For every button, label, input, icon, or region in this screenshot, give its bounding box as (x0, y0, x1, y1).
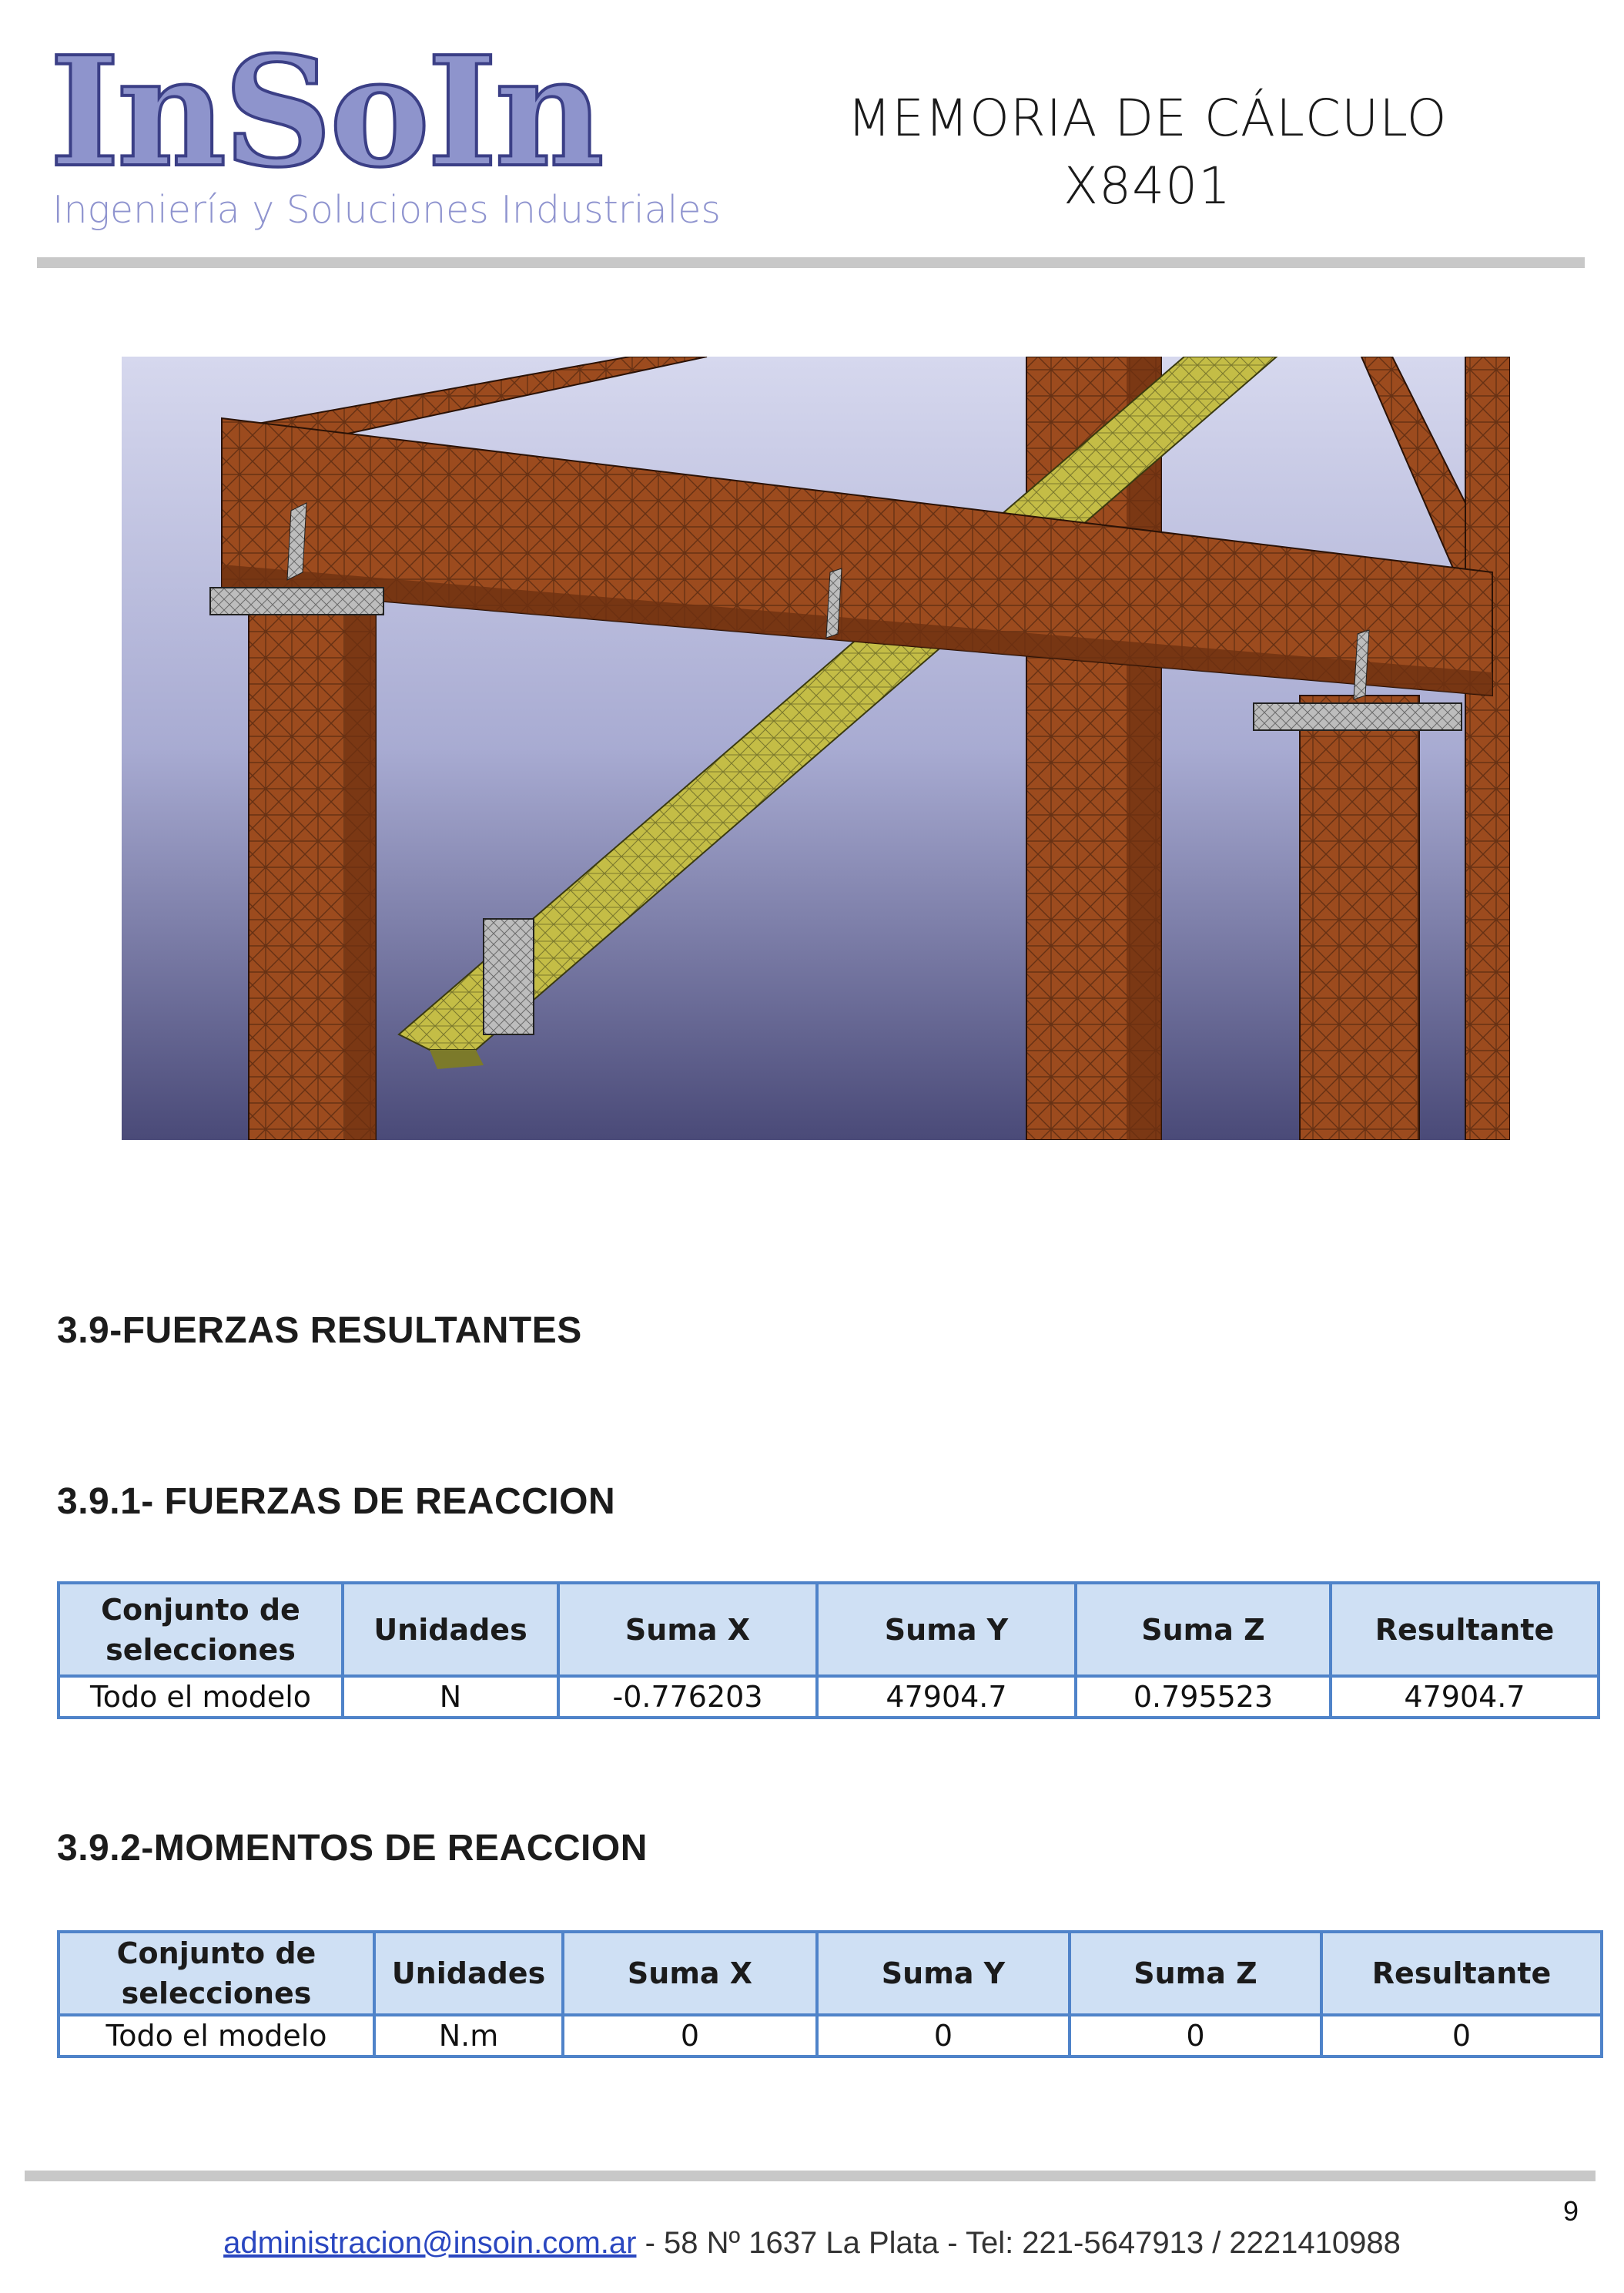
table-cell: N.m (374, 2015, 563, 2057)
footer-address: - 58 Nº 1637 La Plata - Tel: 221-5647913 / 2221410988 (636, 2226, 1401, 2260)
column-header: Suma Z (1070, 1932, 1321, 2015)
email-link[interactable]: administracion@insoin.com.ar (223, 2226, 637, 2260)
column-header: Resultante (1331, 1583, 1599, 1676)
fea-mesh-figure (122, 357, 1510, 1140)
column-header: Resultante (1321, 1932, 1602, 2015)
table-cell: 47904.7 (1331, 1676, 1599, 1718)
reaction-forces-table (57, 1581, 1600, 1719)
column-header: Suma X (563, 1932, 817, 2015)
column-header: Suma Y (817, 1583, 1076, 1676)
column-header: Conjunto de selecciones (59, 1932, 374, 2015)
table-header-row (59, 1932, 1602, 2015)
table-row (59, 1676, 1599, 1718)
table-cell: 0 (563, 2015, 817, 2057)
document-title (801, 85, 1494, 220)
table-row (59, 2015, 1602, 2057)
table-cell: N (343, 1676, 558, 1718)
table-cell: 0 (817, 2015, 1070, 2057)
column-header: Unidades (374, 1932, 563, 2015)
document-title-line1: MEMORIA DE CÁLCULO (847, 89, 1448, 148)
logo-wordmark: InSoIn (49, 24, 601, 201)
column-header: Suma Y (817, 1932, 1070, 2015)
logo-tagline: Ingeniería y Soluciones Industriales (52, 188, 721, 232)
page-number: 9 (1563, 2195, 1579, 2227)
footer-divider (25, 2171, 1596, 2181)
section-heading-3-9: 3.9-FUERZAS RESULTANTES (57, 1310, 582, 1351)
footer-contact (0, 2226, 1624, 2261)
document-code: X8401 (1063, 156, 1232, 216)
structure-mesh-illustration (122, 357, 1510, 1140)
column-header: Suma X (558, 1583, 817, 1676)
table-cell: 47904.7 (817, 1676, 1076, 1718)
column-header: Suma Z (1076, 1583, 1331, 1676)
column-header: Unidades (343, 1583, 558, 1676)
table-cell: 0 (1070, 2015, 1321, 2057)
section-heading-3-9-2: 3.9.2-MOMENTOS DE REACCION (57, 1828, 648, 1869)
table-cell: 0 (1321, 2015, 1602, 2057)
table-cell: -0.776203 (558, 1676, 817, 1718)
company-logo (49, 24, 721, 237)
reaction-moments-table (57, 1930, 1603, 2058)
table-cell: 0.795523 (1076, 1676, 1331, 1718)
column-header: Conjunto de selecciones (59, 1583, 343, 1676)
table-header-row (59, 1583, 1599, 1676)
section-heading-3-9-1: 3.9.1- FUERZAS DE REACCION (57, 1481, 616, 1522)
table-cell: Todo el modelo (59, 2015, 374, 2057)
header-divider (37, 257, 1585, 268)
table-cell: Todo el modelo (59, 1676, 343, 1718)
